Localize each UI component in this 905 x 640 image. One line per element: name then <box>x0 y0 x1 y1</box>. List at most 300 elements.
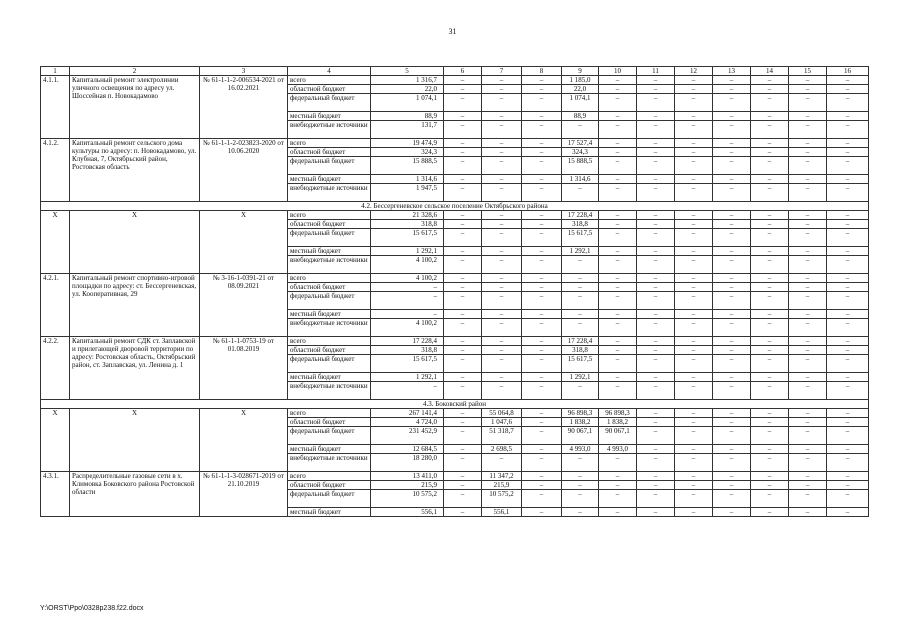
value-cell: 17 228,4 <box>562 211 599 220</box>
value-cell: – <box>562 274 599 283</box>
value-cell: – <box>522 229 562 247</box>
funding-source: областной бюджет <box>288 220 371 229</box>
value-cell: – <box>482 157 522 175</box>
value-cell: – <box>827 220 869 229</box>
page-number: 31 <box>448 27 457 36</box>
value-cell: – <box>444 319 482 337</box>
value-cell: – <box>637 184 675 202</box>
value-cell: – <box>751 382 789 400</box>
value-cell: – <box>482 211 522 220</box>
value-cell: – <box>713 85 751 94</box>
value-cell: – <box>675 346 713 355</box>
value-cell: – <box>751 274 789 283</box>
value-cell: – <box>675 148 713 157</box>
item-document: Х <box>200 409 288 472</box>
value-cell: – <box>789 418 827 427</box>
value-cell: 1 047,6 <box>482 418 522 427</box>
value-cell: – <box>444 310 482 319</box>
value-cell: – <box>482 85 522 94</box>
value-cell: – <box>599 454 637 472</box>
total-value: 19 474,9 <box>371 139 444 148</box>
value-cell: – <box>444 292 482 310</box>
value-cell: – <box>522 319 562 337</box>
col-header: 3 <box>200 67 288 76</box>
item-number: 4.1.1. <box>41 76 70 139</box>
funding-source: областной бюджет <box>288 346 371 355</box>
value-cell: – <box>675 508 713 517</box>
funding-source: федеральный бюджет <box>288 229 371 247</box>
total-value: 4 100,2 <box>371 256 444 274</box>
value-cell: – <box>637 382 675 400</box>
value-cell: 318,8 <box>562 220 599 229</box>
value-cell: – <box>827 319 869 337</box>
value-cell: – <box>675 229 713 247</box>
value-cell: – <box>789 85 827 94</box>
total-value: 10 575,2 <box>371 490 444 508</box>
value-cell: – <box>675 121 713 139</box>
value-cell: – <box>599 346 637 355</box>
value-cell: – <box>713 283 751 292</box>
total-value: 13 411,0 <box>371 472 444 481</box>
value-cell: – <box>562 481 599 490</box>
item-number: 4.3.1. <box>41 472 70 517</box>
total-value: – <box>371 310 444 319</box>
table-row <box>41 139 869 148</box>
value-cell: – <box>713 274 751 283</box>
value-cell: – <box>713 481 751 490</box>
value-cell: – <box>675 274 713 283</box>
value-cell: – <box>675 283 713 292</box>
value-cell: – <box>562 319 599 337</box>
col-header: 10 <box>599 67 637 76</box>
value-cell: – <box>827 112 869 121</box>
value-cell: – <box>675 409 713 418</box>
value-cell: – <box>789 481 827 490</box>
total-value: 131,7 <box>371 121 444 139</box>
value-cell: – <box>827 121 869 139</box>
item-document: № 61-1-1-0753-19 от 01.08.2019 <box>200 337 288 400</box>
value-cell: – <box>751 472 789 481</box>
value-cell: – <box>675 211 713 220</box>
total-value: 22,0 <box>371 85 444 94</box>
value-cell: – <box>789 319 827 337</box>
value-cell: – <box>789 148 827 157</box>
total-value: 215,9 <box>371 481 444 490</box>
value-cell: – <box>751 85 789 94</box>
value-cell: – <box>444 220 482 229</box>
value-cell: – <box>562 472 599 481</box>
value-cell: – <box>675 157 713 175</box>
total-value: 15 617,5 <box>371 229 444 247</box>
item-document: Х <box>200 211 288 274</box>
value-cell: – <box>751 211 789 220</box>
value-cell: – <box>637 220 675 229</box>
value-cell: – <box>789 112 827 121</box>
value-cell: – <box>444 337 482 346</box>
value-cell: – <box>599 85 637 94</box>
value-cell: – <box>522 355 562 373</box>
value-cell: – <box>827 454 869 472</box>
value-cell: – <box>522 76 562 85</box>
funding-source: областной бюджет <box>288 481 371 490</box>
value-cell: – <box>482 373 522 382</box>
item-name: Х <box>70 409 200 472</box>
total-value: – <box>371 382 444 400</box>
value-cell: – <box>444 472 482 481</box>
value-cell: – <box>675 373 713 382</box>
value-cell: – <box>444 85 482 94</box>
value-cell: – <box>751 310 789 319</box>
funding-source: областной бюджет <box>288 283 371 292</box>
funding-source: внебюджетные источники <box>288 454 371 472</box>
value-cell: – <box>675 490 713 508</box>
value-cell: – <box>482 121 522 139</box>
value-cell: – <box>827 346 869 355</box>
value-cell: – <box>675 337 713 346</box>
value-cell: – <box>675 247 713 256</box>
value-cell: – <box>751 481 789 490</box>
value-cell: – <box>675 139 713 148</box>
total-value: 17 228,4 <box>371 337 444 346</box>
funding-source: федеральный бюджет <box>288 157 371 175</box>
value-cell: – <box>444 283 482 292</box>
value-cell: – <box>637 94 675 112</box>
value-cell: – <box>751 175 789 184</box>
value-cell: – <box>675 355 713 373</box>
value-cell: – <box>599 274 637 283</box>
value-cell: – <box>482 292 522 310</box>
value-cell: – <box>522 121 562 139</box>
value-cell: – <box>522 310 562 319</box>
value-cell: – <box>599 373 637 382</box>
value-cell: – <box>675 175 713 184</box>
value-cell: – <box>675 292 713 310</box>
value-cell: – <box>789 508 827 517</box>
value-cell: – <box>444 148 482 157</box>
value-cell: – <box>789 184 827 202</box>
value-cell: – <box>675 256 713 274</box>
value-cell: – <box>599 229 637 247</box>
funding-source: федеральный бюджет <box>288 292 371 310</box>
value-cell: – <box>444 409 482 418</box>
value-cell: – <box>751 283 789 292</box>
program-table <box>40 66 869 517</box>
value-cell: – <box>713 220 751 229</box>
value-cell: – <box>789 139 827 148</box>
value-cell: – <box>599 148 637 157</box>
value-cell: – <box>522 175 562 184</box>
col-header: 7 <box>482 67 522 76</box>
value-cell: – <box>637 157 675 175</box>
value-cell: – <box>482 319 522 337</box>
funding-source: местный бюджет <box>288 508 371 517</box>
value-cell: – <box>827 382 869 400</box>
col-header: 5 <box>371 67 444 76</box>
value-cell: – <box>599 247 637 256</box>
item-name: Х <box>70 211 200 274</box>
value-cell: – <box>751 148 789 157</box>
value-cell: 96 898,3 <box>562 409 599 418</box>
total-value: 318,8 <box>371 346 444 355</box>
value-cell: 17 228,4 <box>562 337 599 346</box>
value-cell: – <box>789 454 827 472</box>
value-cell: – <box>444 418 482 427</box>
value-cell: 88,9 <box>562 112 599 121</box>
col-header: 13 <box>713 67 751 76</box>
value-cell: – <box>637 508 675 517</box>
item-number: 4.1.2. <box>41 139 70 202</box>
funding-source: всего <box>288 409 371 418</box>
value-cell: – <box>444 274 482 283</box>
value-cell: – <box>675 310 713 319</box>
value-cell: – <box>789 274 827 283</box>
value-cell: – <box>599 175 637 184</box>
total-value: 88,9 <box>371 112 444 121</box>
item-document: № 3-16-1-0391-21 от 08.09.2021 <box>200 274 288 337</box>
value-cell: – <box>713 490 751 508</box>
value-cell: – <box>713 148 751 157</box>
value-cell: – <box>637 355 675 373</box>
value-cell: – <box>827 184 869 202</box>
value-cell: 90 067,1 <box>599 427 637 445</box>
value-cell: – <box>675 472 713 481</box>
value-cell: – <box>522 148 562 157</box>
value-cell: – <box>713 382 751 400</box>
value-cell: – <box>637 112 675 121</box>
value-cell: – <box>751 184 789 202</box>
value-cell: 96 898,3 <box>599 409 637 418</box>
value-cell: – <box>827 139 869 148</box>
value-cell: – <box>675 319 713 337</box>
funding-source: внебюджетные источники <box>288 382 371 400</box>
value-cell: – <box>444 76 482 85</box>
total-value: 1 947,5 <box>371 184 444 202</box>
item-name: Распределительные газовые сети в х. Климовка Боковского района Ростовской области <box>70 472 200 517</box>
value-cell: – <box>599 283 637 292</box>
funding-source: местный бюджет <box>288 373 371 382</box>
item-document: № 61-1-1-2-023823-2020 от 10.06.2020 <box>200 139 288 202</box>
value-cell: 2 698,5 <box>482 445 522 454</box>
funding-source: всего <box>288 139 371 148</box>
value-cell: – <box>713 346 751 355</box>
item-document: № 61-1-1-3-028671-2019 от 21.10.2019 <box>200 472 288 517</box>
value-cell: – <box>675 112 713 121</box>
value-cell: – <box>713 337 751 346</box>
value-cell: – <box>637 211 675 220</box>
funding-source: внебюджетные источники <box>288 256 371 274</box>
value-cell: – <box>482 148 522 157</box>
total-value: 4 724,0 <box>371 418 444 427</box>
value-cell: – <box>713 418 751 427</box>
value-cell: – <box>444 157 482 175</box>
value-cell: – <box>562 292 599 310</box>
value-cell: – <box>827 157 869 175</box>
value-cell: – <box>751 220 789 229</box>
value-cell: – <box>637 346 675 355</box>
value-cell: – <box>522 481 562 490</box>
funding-source: всего <box>288 76 371 85</box>
value-cell: – <box>789 283 827 292</box>
value-cell: – <box>637 490 675 508</box>
value-cell: – <box>522 346 562 355</box>
value-cell: 1 314,6 <box>562 175 599 184</box>
value-cell: – <box>444 139 482 148</box>
value-cell: – <box>637 445 675 454</box>
value-cell: 4 993,0 <box>562 445 599 454</box>
funding-source: местный бюджет <box>288 310 371 319</box>
value-cell: – <box>751 409 789 418</box>
section-title: 4.3. Боковский район <box>41 400 869 409</box>
value-cell: – <box>482 184 522 202</box>
col-header: 9 <box>562 67 599 76</box>
value-cell: – <box>637 319 675 337</box>
table-row <box>41 211 869 220</box>
value-cell: – <box>789 175 827 184</box>
value-cell: – <box>789 220 827 229</box>
value-cell: – <box>482 337 522 346</box>
value-cell: – <box>751 76 789 85</box>
value-cell: – <box>789 256 827 274</box>
total-value: 267 141,4 <box>371 409 444 418</box>
value-cell: – <box>482 274 522 283</box>
value-cell: – <box>637 148 675 157</box>
value-cell: – <box>482 454 522 472</box>
total-value: 4 100,2 <box>371 274 444 283</box>
total-value: 12 684,5 <box>371 445 444 454</box>
funding-source: всего <box>288 274 371 283</box>
value-cell: – <box>599 490 637 508</box>
total-value: 4 100,2 <box>371 319 444 337</box>
value-cell: – <box>482 76 522 85</box>
value-cell: – <box>827 508 869 517</box>
value-cell: – <box>675 220 713 229</box>
value-cell: – <box>827 292 869 310</box>
value-cell: – <box>444 94 482 112</box>
funding-source: федеральный бюджет <box>288 94 371 112</box>
value-cell: – <box>713 94 751 112</box>
item-name: Капитальный ремонт электролинии уличного освещения по адресу ул. Шоссейная п. Новокадамово <box>70 76 200 139</box>
value-cell: – <box>751 139 789 148</box>
value-cell: – <box>482 310 522 319</box>
value-cell: – <box>444 508 482 517</box>
value-cell: 556,1 <box>482 508 522 517</box>
value-cell: – <box>751 427 789 445</box>
value-cell: – <box>827 427 869 445</box>
value-cell: – <box>637 418 675 427</box>
value-cell: – <box>637 427 675 445</box>
value-cell: – <box>675 85 713 94</box>
value-cell: – <box>522 292 562 310</box>
value-cell: – <box>789 490 827 508</box>
value-cell: – <box>751 355 789 373</box>
value-cell: – <box>713 247 751 256</box>
value-cell: – <box>827 76 869 85</box>
value-cell: – <box>522 472 562 481</box>
col-header: 4 <box>288 67 371 76</box>
value-cell: – <box>599 508 637 517</box>
value-cell: – <box>675 454 713 472</box>
value-cell: – <box>522 382 562 400</box>
table-row <box>41 76 869 85</box>
value-cell: 22,0 <box>562 85 599 94</box>
value-cell: – <box>444 256 482 274</box>
value-cell: – <box>675 481 713 490</box>
value-cell: – <box>789 337 827 346</box>
value-cell: – <box>522 94 562 112</box>
value-cell: – <box>522 139 562 148</box>
value-cell: 1 185,0 <box>562 76 599 85</box>
value-cell: – <box>444 427 482 445</box>
value-cell: – <box>827 148 869 157</box>
value-cell: – <box>637 409 675 418</box>
value-cell: – <box>789 121 827 139</box>
value-cell: – <box>789 355 827 373</box>
value-cell: – <box>751 247 789 256</box>
total-value: 231 452,9 <box>371 427 444 445</box>
value-cell: – <box>562 256 599 274</box>
value-cell: – <box>827 490 869 508</box>
value-cell: – <box>522 337 562 346</box>
value-cell: – <box>599 220 637 229</box>
value-cell: – <box>482 112 522 121</box>
col-header: 15 <box>789 67 827 76</box>
value-cell: 51 318,7 <box>482 427 522 445</box>
value-cell: – <box>789 409 827 418</box>
file-path-footer: Y:\ORST\Ppo\0328p238.f22.docx <box>40 605 144 612</box>
value-cell: – <box>562 454 599 472</box>
value-cell: – <box>444 112 482 121</box>
table-row <box>41 409 869 418</box>
value-cell: – <box>713 373 751 382</box>
value-cell: – <box>599 184 637 202</box>
value-cell: – <box>675 76 713 85</box>
value-cell: – <box>827 247 869 256</box>
value-cell: 11 347,2 <box>482 472 522 481</box>
value-cell: – <box>827 337 869 346</box>
value-cell: 1 292,1 <box>562 247 599 256</box>
value-cell: – <box>482 175 522 184</box>
value-cell: – <box>713 112 751 121</box>
total-value: – <box>371 283 444 292</box>
value-cell: – <box>751 454 789 472</box>
value-cell: – <box>713 229 751 247</box>
value-cell: – <box>599 121 637 139</box>
column-number-header <box>41 67 869 76</box>
total-value: 1 074,1 <box>371 94 444 112</box>
value-cell: – <box>444 229 482 247</box>
value-cell: – <box>713 157 751 175</box>
value-cell: – <box>789 292 827 310</box>
value-cell: – <box>599 139 637 148</box>
col-header: 6 <box>444 67 482 76</box>
value-cell: – <box>562 508 599 517</box>
value-cell: – <box>637 274 675 283</box>
value-cell: – <box>637 256 675 274</box>
item-name: Капитальный ремонт сельского дома культуры по адресу: п. Новокадамово, ул. Клубная, 7, Октябрьский район, Ростовская область <box>70 139 200 202</box>
value-cell: – <box>713 355 751 373</box>
value-cell: – <box>751 229 789 247</box>
value-cell: 55 064,8 <box>482 409 522 418</box>
value-cell: – <box>482 382 522 400</box>
value-cell: – <box>599 76 637 85</box>
value-cell: – <box>751 418 789 427</box>
col-header: 1 <box>41 67 70 76</box>
section-title: 4.2. Бессергеневское сельское поселение Октябрьского района <box>41 202 869 211</box>
funding-source: областной бюджет <box>288 85 371 94</box>
funding-source: всего <box>288 337 371 346</box>
value-cell: – <box>599 112 637 121</box>
value-cell: 1 838,2 <box>562 418 599 427</box>
